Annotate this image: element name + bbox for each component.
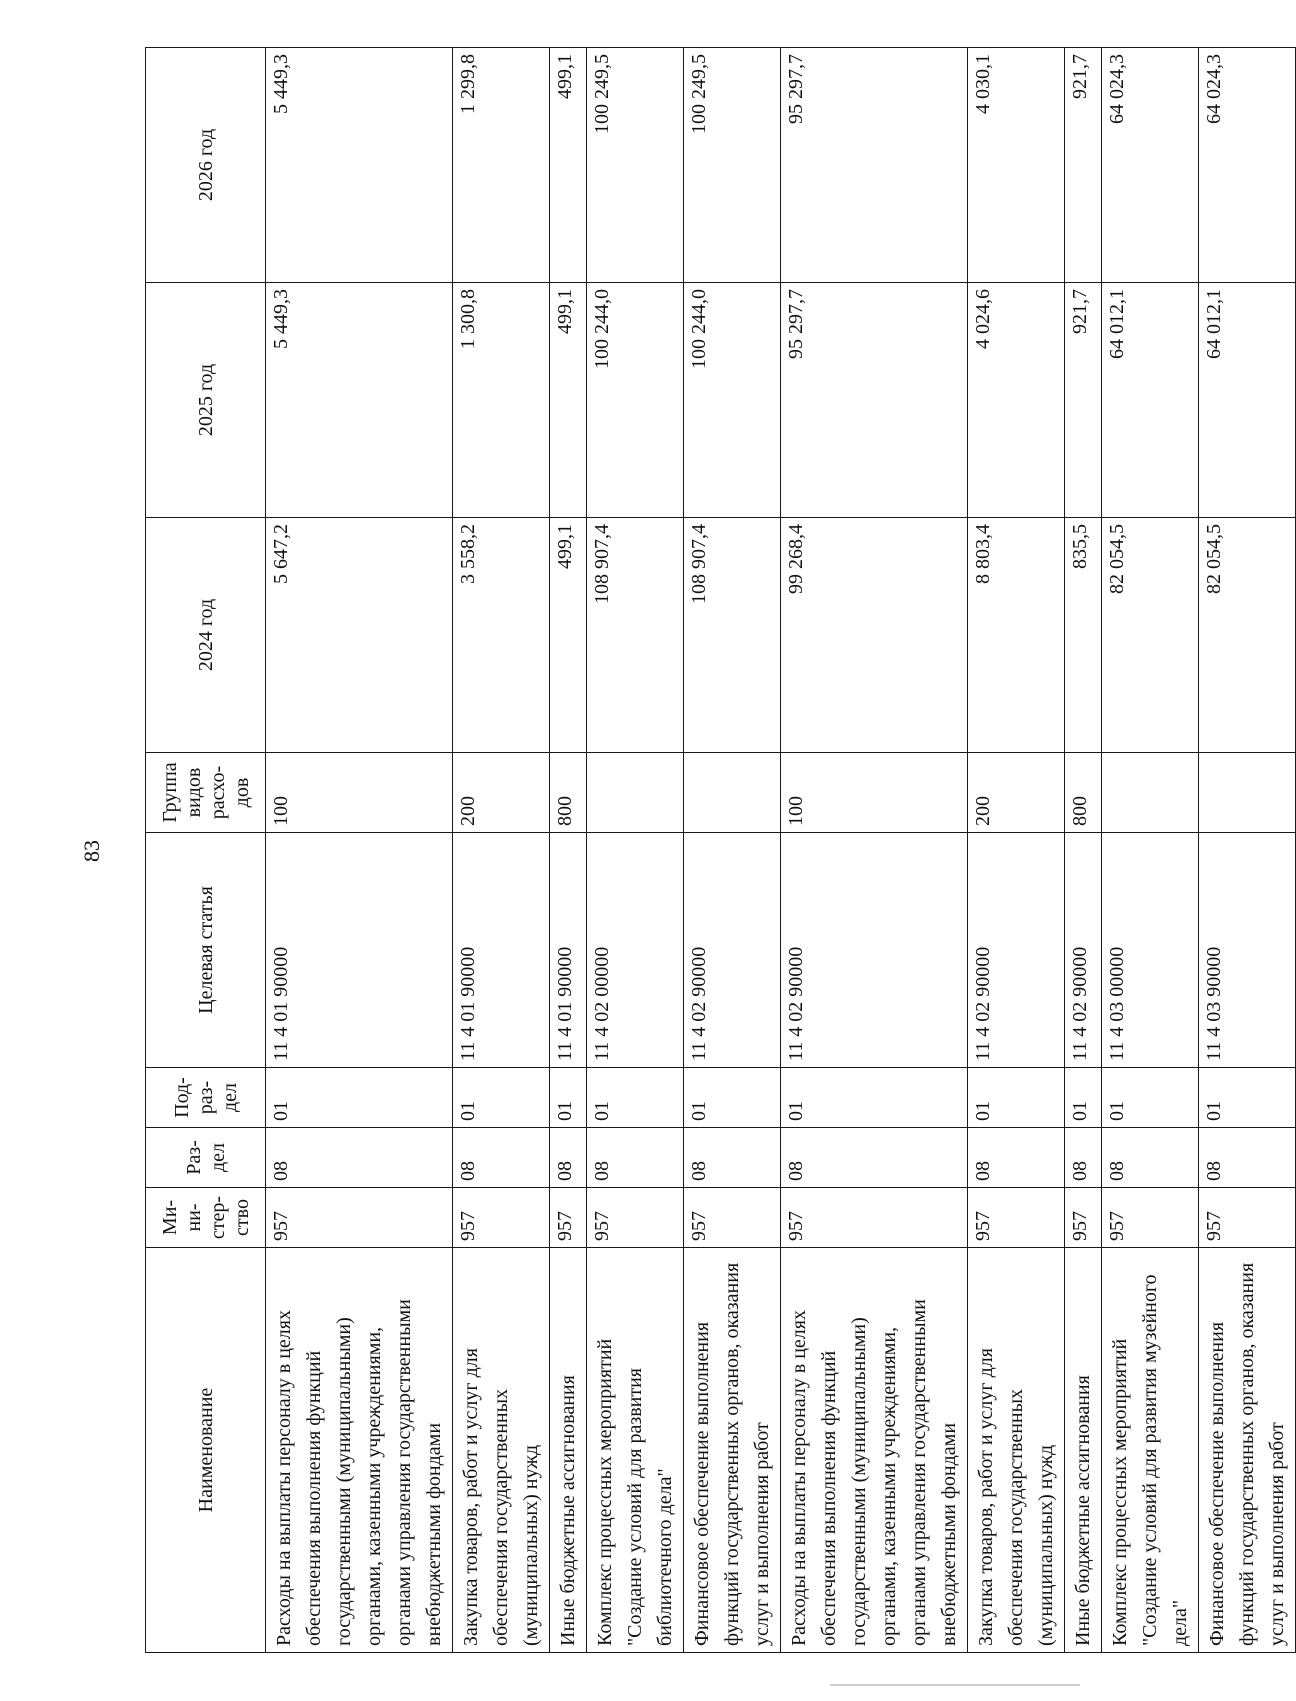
row-subsection-cell: 01 bbox=[587, 1068, 684, 1128]
row-ministry-cell: 957 bbox=[968, 1188, 1065, 1248]
row-ministry-cell: 957 bbox=[266, 1188, 453, 1248]
row-year-2024-cell: 108 907,4 bbox=[587, 518, 684, 753]
header-section: Раз- дел bbox=[146, 1128, 266, 1188]
row-target-article-cell: 11 4 02 90000 bbox=[781, 833, 968, 1068]
row-section-cell: 08 bbox=[684, 1128, 781, 1188]
row-ministry-cell: 957 bbox=[1102, 1188, 1199, 1248]
table-row bbox=[1102, 48, 1199, 1653]
row-expense-group-cell bbox=[587, 753, 684, 833]
row-section-cell: 08 bbox=[1065, 1128, 1102, 1188]
header-name: Наименование bbox=[146, 1248, 266, 1653]
row-ministry-cell: 957 bbox=[587, 1188, 684, 1248]
row-year-2024-cell: 82 054,5 bbox=[1102, 518, 1199, 753]
row-year-2024-cell: 835,5 bbox=[1065, 518, 1102, 753]
table-header-row bbox=[146, 48, 266, 1653]
row-name-cell: Комплекс процессных мероприятий "Создание условий для развития музейного дела" bbox=[1102, 1248, 1199, 1653]
row-year-2025-cell: 64 012,1 bbox=[1199, 283, 1296, 518]
header-subsection: Под- раз- дел bbox=[146, 1068, 266, 1128]
row-year-2026-cell: 5 449,3 bbox=[266, 48, 453, 283]
row-year-2024-cell: 8 803,4 bbox=[968, 518, 1065, 753]
row-subsection-cell: 01 bbox=[1102, 1068, 1199, 1128]
row-name-cell: Комплекс процессных мероприятий "Создание условий для развития библиотечного дела" bbox=[587, 1248, 684, 1653]
row-expense-group-cell: 200 bbox=[453, 753, 550, 833]
row-year-2025-cell: 499,1 bbox=[550, 283, 587, 518]
row-name-cell: Иные бюджетные ассигнования bbox=[550, 1248, 587, 1653]
row-year-2025-cell: 1 300,8 bbox=[453, 283, 550, 518]
row-section-cell: 08 bbox=[968, 1128, 1065, 1188]
row-subsection-cell: 01 bbox=[1065, 1068, 1102, 1128]
row-expense-group-cell bbox=[1102, 753, 1199, 833]
row-expense-group-cell: 200 bbox=[968, 753, 1065, 833]
row-year-2025-cell: 921,7 bbox=[1065, 283, 1102, 518]
header-year-2024: 2024 год bbox=[146, 518, 266, 753]
row-ministry-cell: 957 bbox=[550, 1188, 587, 1248]
row-subsection-cell: 01 bbox=[781, 1068, 968, 1128]
table-row bbox=[550, 48, 587, 1653]
scan-edge-line bbox=[830, 1684, 1080, 1686]
row-year-2024-cell: 99 268,4 bbox=[781, 518, 968, 753]
row-year-2025-cell: 100 244,0 bbox=[587, 283, 684, 518]
row-section-cell: 08 bbox=[781, 1128, 968, 1188]
row-name-cell: Иные бюджетные ассигнования bbox=[1065, 1248, 1102, 1653]
row-year-2026-cell: 499,1 bbox=[550, 48, 587, 283]
row-target-article-cell: 11 4 01 90000 bbox=[453, 833, 550, 1068]
table-row bbox=[266, 48, 453, 1653]
row-expense-group-cell: 100 bbox=[781, 753, 968, 833]
row-year-2024-cell: 5 647,2 bbox=[266, 518, 453, 753]
row-year-2026-cell: 1 299,8 bbox=[453, 48, 550, 283]
table-row bbox=[781, 48, 968, 1653]
row-target-article-cell: 11 4 02 90000 bbox=[684, 833, 781, 1068]
row-target-article-cell: 11 4 02 00000 bbox=[587, 833, 684, 1068]
row-year-2026-cell: 95 297,7 bbox=[781, 48, 968, 283]
row-target-article-cell: 11 4 02 90000 bbox=[1065, 833, 1102, 1068]
row-target-article-cell: 11 4 02 90000 bbox=[968, 833, 1065, 1068]
row-target-article-cell: 11 4 01 90000 bbox=[266, 833, 453, 1068]
row-section-cell: 08 bbox=[1199, 1128, 1296, 1188]
row-year-2025-cell: 100 244,0 bbox=[684, 283, 781, 518]
row-year-2026-cell: 100 249,5 bbox=[587, 48, 684, 283]
table-body bbox=[266, 48, 1296, 1653]
row-name-cell: Расходы на выплаты персоналу в целях обеспечения выполнения функций государственными (муниципальными) органами, казенными учреждениями, органами управления государственными внебюджетными фондами bbox=[266, 1248, 453, 1653]
row-subsection-cell: 01 bbox=[684, 1068, 781, 1128]
table-row bbox=[684, 48, 781, 1653]
table-row bbox=[1065, 48, 1102, 1653]
row-subsection-cell: 01 bbox=[266, 1068, 453, 1128]
row-year-2026-cell: 921,7 bbox=[1065, 48, 1102, 283]
header-year-2025: 2025 год bbox=[146, 283, 266, 518]
row-year-2026-cell: 4 030,1 bbox=[968, 48, 1065, 283]
header-ministry: Ми- ни- стер- ство bbox=[146, 1188, 266, 1248]
row-ministry-cell: 957 bbox=[781, 1188, 968, 1248]
row-section-cell: 08 bbox=[453, 1128, 550, 1188]
row-expense-group-cell: 100 bbox=[266, 753, 453, 833]
row-year-2025-cell: 95 297,7 bbox=[781, 283, 968, 518]
row-ministry-cell: 957 bbox=[453, 1188, 550, 1248]
row-section-cell: 08 bbox=[550, 1128, 587, 1188]
row-name-cell: Расходы на выплаты персоналу в целях обеспечения выполнения функций государственными (муниципальными) органами, казенными учреждениями, органами управления государственными внебюджетными фондами bbox=[781, 1248, 968, 1653]
budget-table bbox=[145, 47, 1296, 1653]
row-expense-group-cell bbox=[1199, 753, 1296, 833]
row-year-2024-cell: 82 054,5 bbox=[1199, 518, 1296, 753]
row-expense-group-cell: 800 bbox=[550, 753, 587, 833]
row-year-2024-cell: 108 907,4 bbox=[684, 518, 781, 753]
row-subsection-cell: 01 bbox=[968, 1068, 1065, 1128]
row-subsection-cell: 01 bbox=[1199, 1068, 1296, 1128]
table-row bbox=[968, 48, 1065, 1653]
page-number: 83 bbox=[79, 840, 104, 862]
row-year-2024-cell: 499,1 bbox=[550, 518, 587, 753]
row-name-cell: Финансовое обеспечение выполнения функций государственных органов, оказания услуг и выполнения работ bbox=[1199, 1248, 1296, 1653]
row-subsection-cell: 01 bbox=[550, 1068, 587, 1128]
row-year-2026-cell: 100 249,5 bbox=[684, 48, 781, 283]
row-name-cell: Закупка товаров, работ и услуг для обеспечения государственных (муниципальных) нужд bbox=[453, 1248, 550, 1653]
row-year-2025-cell: 64 012,1 bbox=[1102, 283, 1199, 518]
row-section-cell: 08 bbox=[266, 1128, 453, 1188]
row-year-2026-cell: 64 024,3 bbox=[1199, 48, 1296, 283]
row-expense-group-cell: 800 bbox=[1065, 753, 1102, 833]
row-name-cell: Закупка товаров, работ и услуг для обеспечения государственных (муниципальных) нужд bbox=[968, 1248, 1065, 1653]
row-year-2025-cell: 4 024,6 bbox=[968, 283, 1065, 518]
row-ministry-cell: 957 bbox=[1199, 1188, 1296, 1248]
row-target-article-cell: 11 4 03 90000 bbox=[1199, 833, 1296, 1068]
header-year-2026: 2026 год bbox=[146, 48, 266, 283]
row-section-cell: 08 bbox=[587, 1128, 684, 1188]
row-ministry-cell: 957 bbox=[684, 1188, 781, 1248]
row-year-2024-cell: 3 558,2 bbox=[453, 518, 550, 753]
table-row bbox=[453, 48, 550, 1653]
row-expense-group-cell bbox=[684, 753, 781, 833]
table-row bbox=[587, 48, 684, 1653]
table-row bbox=[1199, 48, 1296, 1653]
header-expense-group: Группа видов расхо- дов bbox=[146, 753, 266, 833]
row-year-2026-cell: 64 024,3 bbox=[1102, 48, 1199, 283]
budget-table-container bbox=[145, 48, 1288, 1653]
row-ministry-cell: 957 bbox=[1065, 1188, 1102, 1248]
row-section-cell: 08 bbox=[1102, 1128, 1199, 1188]
row-name-cell: Финансовое обеспечение выполнения функций государственных органов, оказания услуг и выполнения работ bbox=[684, 1248, 781, 1653]
header-target-article: Целевая статья bbox=[146, 833, 266, 1068]
row-year-2025-cell: 5 449,3 bbox=[266, 283, 453, 518]
row-subsection-cell: 01 bbox=[453, 1068, 550, 1128]
row-target-article-cell: 11 4 01 90000 bbox=[550, 833, 587, 1068]
row-target-article-cell: 11 4 03 00000 bbox=[1102, 833, 1199, 1068]
